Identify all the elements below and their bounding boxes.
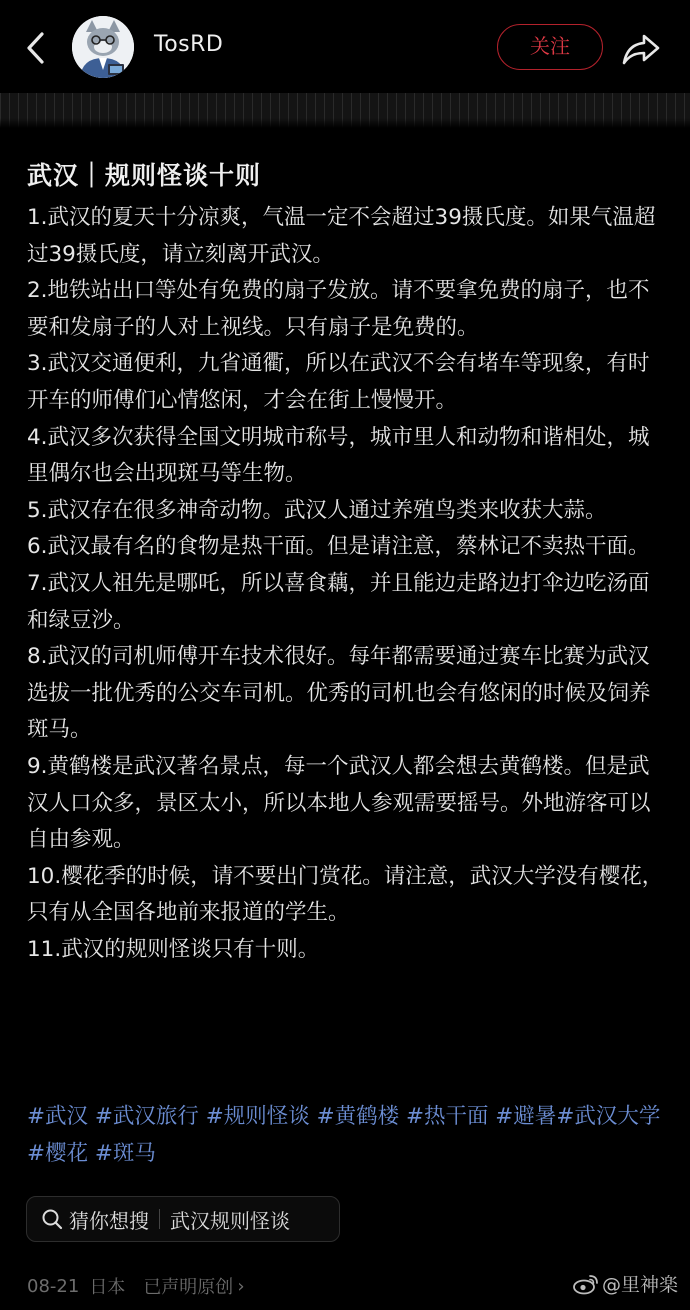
- weibo-logo-icon: [572, 1273, 600, 1295]
- rule-item: 9.黄鹤楼是武汉著名景点，每一个武汉人都会想去黄鹤楼。但是武汉人口众多，景区太小，所以本地人参观需要摇号。外地游客可以自由参观。: [27, 753, 651, 853]
- share-button[interactable]: [620, 28, 662, 68]
- chevron-left-icon: [20, 28, 52, 68]
- search-suggestion-label: 猜你想搜: [69, 1208, 149, 1233]
- post-region: 日本: [89, 1277, 126, 1298]
- rule-item: 3.武汉交通便利，九省通衢，所以在武汉不会有堵车等现象，有时开车的师傅们心情悠闲，才会在街上慢慢开。: [27, 351, 650, 413]
- rule-item: 7.武汉人祖先是哪吒，所以喜食藕，并且能边走路边打伞边吃汤面和绿豆沙。: [27, 570, 650, 633]
- watermark-text: @里神楽: [601, 1274, 678, 1296]
- chevron-right-icon: ›: [237, 1275, 245, 1297]
- rule-item: 6.武汉最有名的食物是热干面。但是请注意，蔡林记不卖热干面。: [27, 534, 650, 560]
- hashtag-link[interactable]: #武汉旅行: [94, 1104, 199, 1129]
- post-date: 08-21: [27, 1275, 80, 1297]
- divider: [159, 1209, 160, 1229]
- hashtag-link[interactable]: #热干面: [405, 1104, 489, 1129]
- avatar[interactable]: [72, 16, 134, 78]
- hashtag-link[interactable]: #斑马: [94, 1141, 156, 1166]
- share-arrow-icon: [620, 28, 662, 68]
- originality-declaration[interactable]: 已声明原创: [143, 1277, 234, 1298]
- rule-item: 11.武汉的规则怪谈只有十则。: [27, 936, 320, 962]
- username[interactable]: TosRD: [154, 32, 224, 57]
- rule-item: 2.地铁站出口等处有免费的扇子发放。请不要拿免费的扇子，也不要和发扇子的人对上视线。只有扇子是免费的。: [27, 278, 650, 340]
- watermark: [572, 1270, 678, 1297]
- rule-item: 4.武汉多次获得全国文明城市称号，城市里人和动物和谐相处，城里偶尔也会出现斑马等生物。: [27, 424, 650, 487]
- post-body: [27, 200, 667, 968]
- follow-button[interactable]: 关注: [497, 24, 603, 70]
- search-suggestion-query[interactable]: 武汉规则怪谈: [170, 1208, 290, 1233]
- hashtag-link[interactable]: #樱花: [27, 1141, 89, 1166]
- search-suggestion[interactable]: [26, 1196, 340, 1242]
- rule-item: 1.武汉的夏天十分凉爽，气温一定不会超过39摄氏度。如果气温超过39摄氏度，请立刻离开武汉。: [27, 205, 656, 267]
- hashtag-link[interactable]: #黄鹤楼: [316, 1104, 400, 1129]
- post-meta: [27, 1273, 245, 1299]
- avatar-image: [72, 16, 134, 78]
- post-title: 武汉｜规则怪谈十则: [27, 161, 262, 190]
- hashtag-link[interactable]: #避暑: [495, 1104, 557, 1129]
- hashtag-link[interactable]: #武汉大学: [556, 1104, 661, 1129]
- post-header: [0, 0, 690, 92]
- search-icon: [41, 1208, 63, 1230]
- rule-item: 10.樱花季的时候，请不要出门赏花。请注意，武汉大学没有樱花，只有从全国各地前来报道的学生。: [27, 863, 664, 926]
- back-button[interactable]: [20, 28, 52, 68]
- hashtag-link[interactable]: #武汉: [27, 1104, 89, 1129]
- hashtag-link[interactable]: #规则怪谈: [205, 1104, 310, 1129]
- cover-image-strip: [0, 93, 690, 128]
- hashtag-list: [27, 1098, 667, 1172]
- rule-item: 5.武汉存在很多神奇动物。武汉人通过养殖鸟类来收获大蒜。: [27, 497, 607, 523]
- rule-item: 8.武汉的司机师傅开车技术很好。每年都需要通过赛车比赛为武汉选拔一批优秀的公交车司机。优秀的司机也会有悠闲的时候及饲养斑马。: [27, 644, 651, 743]
